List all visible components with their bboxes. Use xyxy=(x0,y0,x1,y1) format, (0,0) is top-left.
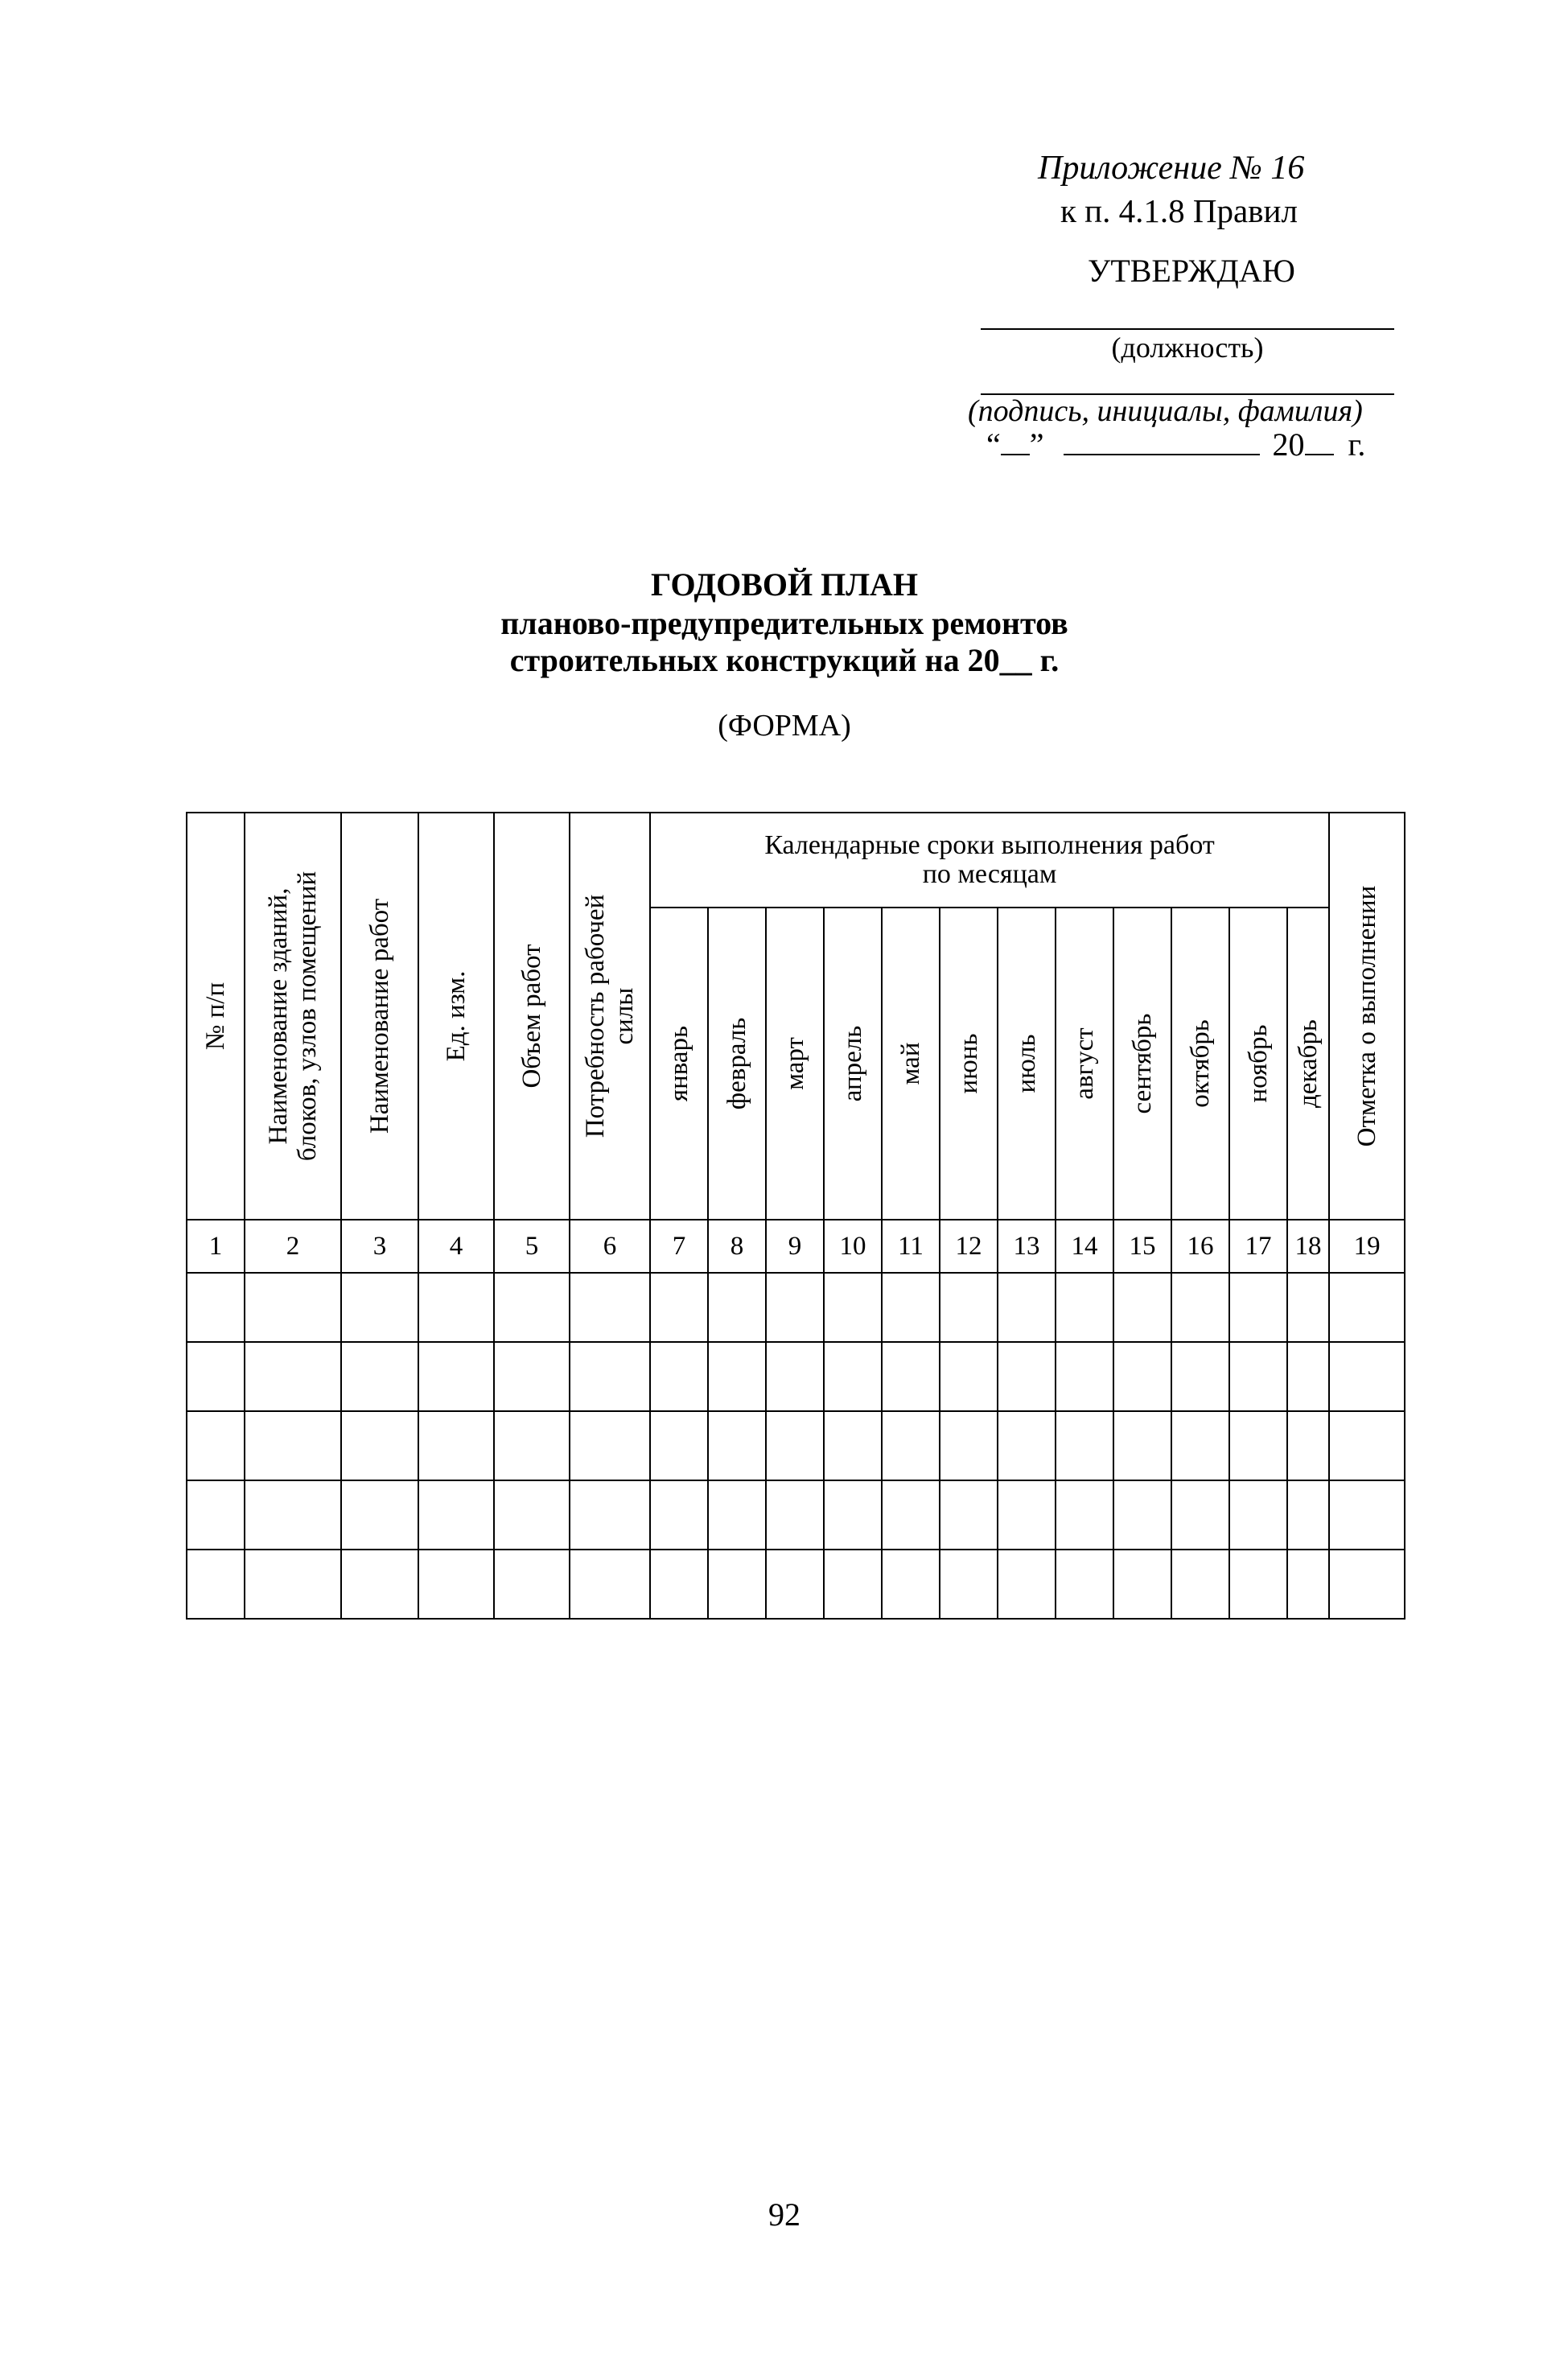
column-number: 14 xyxy=(1056,1220,1113,1273)
empty-cell[interactable] xyxy=(650,1273,708,1342)
empty-cell[interactable] xyxy=(570,1550,650,1619)
empty-cell[interactable] xyxy=(1171,1550,1229,1619)
empty-cell[interactable] xyxy=(341,1273,418,1342)
empty-cell[interactable] xyxy=(998,1480,1056,1550)
column-number: 16 xyxy=(1171,1220,1229,1273)
empty-cell[interactable] xyxy=(1171,1342,1229,1411)
column-number: 8 xyxy=(708,1220,766,1273)
column-number: 15 xyxy=(1113,1220,1171,1273)
empty-cell[interactable] xyxy=(1229,1550,1287,1619)
empty-cell[interactable] xyxy=(940,1480,998,1550)
approve-label: УТВЕРЖДАЮ xyxy=(1088,253,1295,289)
empty-cell[interactable] xyxy=(570,1480,650,1550)
header-work-names: Наименование работ xyxy=(341,813,418,1220)
empty-cell[interactable] xyxy=(708,1411,766,1480)
table-row xyxy=(187,1480,1405,1550)
column-number: 17 xyxy=(1229,1220,1287,1273)
table-row xyxy=(187,1550,1405,1619)
column-number: 19 xyxy=(1329,1220,1405,1273)
header-month: сентябрь xyxy=(1113,908,1171,1220)
empty-cell[interactable] xyxy=(998,1273,1056,1342)
appendix-label: Приложение № 16 xyxy=(1038,150,1305,187)
empty-cell[interactable] xyxy=(1113,1342,1171,1411)
empty-cell[interactable] xyxy=(1171,1411,1229,1480)
empty-cell[interactable] xyxy=(187,1273,245,1342)
header-number: № п/п xyxy=(187,813,245,1220)
empty-cell[interactable] xyxy=(766,1342,824,1411)
empty-cell[interactable] xyxy=(341,1411,418,1480)
empty-cell[interactable] xyxy=(1113,1550,1171,1619)
empty-cell[interactable] xyxy=(341,1550,418,1619)
header-building-names: Наименование зданий, блоков, узлов помещений xyxy=(245,813,341,1220)
empty-cell[interactable] xyxy=(882,1480,940,1550)
empty-cell[interactable] xyxy=(650,1480,708,1550)
date-year-blank xyxy=(1305,430,1334,455)
page-number: 92 xyxy=(768,2196,800,2233)
empty-cell[interactable] xyxy=(245,1480,341,1550)
column-number: 2 xyxy=(245,1220,341,1273)
date-close-quote: ” xyxy=(1029,426,1044,463)
header-month: октябрь xyxy=(1171,908,1229,1220)
empty-cell[interactable] xyxy=(494,1550,570,1619)
empty-cell[interactable] xyxy=(1329,1342,1405,1411)
empty-cell[interactable] xyxy=(940,1273,998,1342)
header-labor-need: Потребность рабочей силы xyxy=(570,813,650,1220)
header-work-volume: Объем работ xyxy=(494,813,570,1220)
empty-cell[interactable] xyxy=(245,1550,341,1619)
empty-cell[interactable] xyxy=(940,1550,998,1619)
empty-cell[interactable] xyxy=(1056,1550,1113,1619)
plan-table xyxy=(186,812,1405,1620)
empty-cell[interactable] xyxy=(1171,1480,1229,1550)
header-calendar: Календарные сроки выполнения работ по месяцам xyxy=(650,813,1329,908)
empty-cell[interactable] xyxy=(1056,1411,1113,1480)
empty-cell[interactable] xyxy=(708,1480,766,1550)
header-month: июнь xyxy=(940,908,998,1220)
empty-cell[interactable] xyxy=(341,1480,418,1550)
empty-cell[interactable] xyxy=(998,1411,1056,1480)
empty-cell[interactable] xyxy=(650,1411,708,1480)
empty-cell[interactable] xyxy=(494,1342,570,1411)
empty-cell[interactable] xyxy=(1329,1411,1405,1480)
column-number: 5 xyxy=(494,1220,570,1273)
empty-cell[interactable] xyxy=(650,1342,708,1411)
empty-cell[interactable] xyxy=(570,1273,650,1342)
empty-cell[interactable] xyxy=(245,1411,341,1480)
empty-cell[interactable] xyxy=(418,1411,494,1480)
empty-cell[interactable] xyxy=(940,1411,998,1480)
empty-cell[interactable] xyxy=(494,1411,570,1480)
empty-cell[interactable] xyxy=(882,1550,940,1619)
empty-cell[interactable] xyxy=(1329,1550,1405,1619)
header-month: август xyxy=(1056,908,1113,1220)
column-number: 9 xyxy=(766,1220,824,1273)
empty-cell[interactable] xyxy=(1113,1480,1171,1550)
rule-reference: к п. 4.1.8 Правил xyxy=(1060,192,1298,229)
table-row xyxy=(187,1411,1405,1480)
date-suffix: г. xyxy=(1348,426,1366,463)
empty-cell[interactable] xyxy=(1229,1273,1287,1342)
empty-cell[interactable] xyxy=(187,1550,245,1619)
title-line-3: строительных конструкций на 20__ г. xyxy=(509,642,1060,678)
column-number: 1 xyxy=(187,1220,245,1273)
date-open-quote: “ xyxy=(986,426,1001,463)
empty-cell[interactable] xyxy=(245,1273,341,1342)
column-number: 11 xyxy=(882,1220,940,1273)
table-row xyxy=(187,1273,1405,1342)
empty-cell[interactable] xyxy=(882,1342,940,1411)
header-completion-mark: Отметка о выполнении xyxy=(1329,813,1405,1220)
header-month: апрель xyxy=(824,908,882,1220)
empty-cell[interactable] xyxy=(766,1550,824,1619)
date-line xyxy=(986,426,1365,463)
header-unit: Ед. изм. xyxy=(418,813,494,1220)
empty-cell[interactable] xyxy=(187,1342,245,1411)
empty-cell[interactable] xyxy=(766,1411,824,1480)
empty-cell[interactable] xyxy=(1287,1273,1329,1342)
title-line-2: планово-предупредительных ремонтов xyxy=(500,605,1068,641)
empty-cell[interactable] xyxy=(1056,1480,1113,1550)
empty-cell[interactable] xyxy=(1229,1342,1287,1411)
empty-cell[interactable] xyxy=(650,1550,708,1619)
empty-cell[interactable] xyxy=(1287,1342,1329,1411)
header-month: январь xyxy=(650,908,708,1220)
date-year: 20 xyxy=(1272,426,1305,463)
empty-cell[interactable] xyxy=(1113,1273,1171,1342)
empty-cell[interactable] xyxy=(708,1342,766,1411)
header-month: май xyxy=(882,908,940,1220)
empty-cell[interactable] xyxy=(1171,1273,1229,1342)
date-month-blank xyxy=(1064,430,1260,455)
empty-cell[interactable] xyxy=(418,1480,494,1550)
signature-caption: (подпись, инициалы, фамилия) xyxy=(968,394,1363,428)
empty-cell[interactable] xyxy=(824,1550,882,1619)
empty-cell[interactable] xyxy=(418,1550,494,1619)
empty-cell[interactable] xyxy=(882,1273,940,1342)
form-label: (ФОРМА) xyxy=(718,709,851,743)
empty-cell[interactable] xyxy=(940,1342,998,1411)
empty-cell[interactable] xyxy=(494,1273,570,1342)
empty-cell[interactable] xyxy=(418,1273,494,1342)
empty-cell[interactable] xyxy=(1287,1550,1329,1619)
empty-cell[interactable] xyxy=(1287,1411,1329,1480)
empty-cell[interactable] xyxy=(341,1342,418,1411)
empty-cell[interactable] xyxy=(1329,1480,1405,1550)
empty-cell[interactable] xyxy=(570,1411,650,1480)
empty-cell[interactable] xyxy=(708,1550,766,1619)
empty-cell[interactable] xyxy=(824,1273,882,1342)
column-number: 4 xyxy=(418,1220,494,1273)
empty-cell[interactable] xyxy=(187,1411,245,1480)
column-number: 7 xyxy=(650,1220,708,1273)
column-number: 10 xyxy=(824,1220,882,1273)
empty-cell[interactable] xyxy=(1113,1411,1171,1480)
header-month: июль xyxy=(998,908,1056,1220)
empty-cell[interactable] xyxy=(1287,1480,1329,1550)
table-row xyxy=(187,1342,1405,1411)
column-number: 13 xyxy=(998,1220,1056,1273)
empty-cell[interactable] xyxy=(1229,1480,1287,1550)
column-number: 3 xyxy=(341,1220,418,1273)
empty-cell[interactable] xyxy=(824,1480,882,1550)
empty-cell[interactable] xyxy=(494,1480,570,1550)
empty-cell[interactable] xyxy=(1329,1273,1405,1342)
empty-cell[interactable] xyxy=(418,1342,494,1411)
header-month: март xyxy=(766,908,824,1220)
date-day-blank xyxy=(1001,430,1030,455)
empty-cell[interactable] xyxy=(766,1273,824,1342)
position-caption: (должность) xyxy=(1111,331,1264,364)
title-line-1: ГОДОВОЙ ПЛАН xyxy=(650,566,919,603)
header-month: ноябрь xyxy=(1229,908,1287,1220)
empty-cell[interactable] xyxy=(1056,1273,1113,1342)
empty-cell[interactable] xyxy=(708,1273,766,1342)
position-line xyxy=(981,328,1394,330)
empty-cell[interactable] xyxy=(570,1342,650,1411)
column-number-row xyxy=(187,1220,1405,1273)
header-month: декабрь xyxy=(1287,908,1329,1220)
empty-cell[interactable] xyxy=(1056,1342,1113,1411)
empty-cell[interactable] xyxy=(187,1480,245,1550)
empty-cell[interactable] xyxy=(1229,1411,1287,1480)
empty-cell[interactable] xyxy=(998,1342,1056,1411)
empty-cell[interactable] xyxy=(824,1342,882,1411)
empty-cell[interactable] xyxy=(245,1342,341,1411)
empty-cell[interactable] xyxy=(766,1480,824,1550)
empty-cell[interactable] xyxy=(882,1411,940,1480)
column-number: 12 xyxy=(940,1220,998,1273)
column-number: 18 xyxy=(1287,1220,1329,1273)
empty-cell[interactable] xyxy=(824,1411,882,1480)
column-number: 6 xyxy=(570,1220,650,1273)
header-month: февраль xyxy=(708,908,766,1220)
empty-cell[interactable] xyxy=(998,1550,1056,1619)
